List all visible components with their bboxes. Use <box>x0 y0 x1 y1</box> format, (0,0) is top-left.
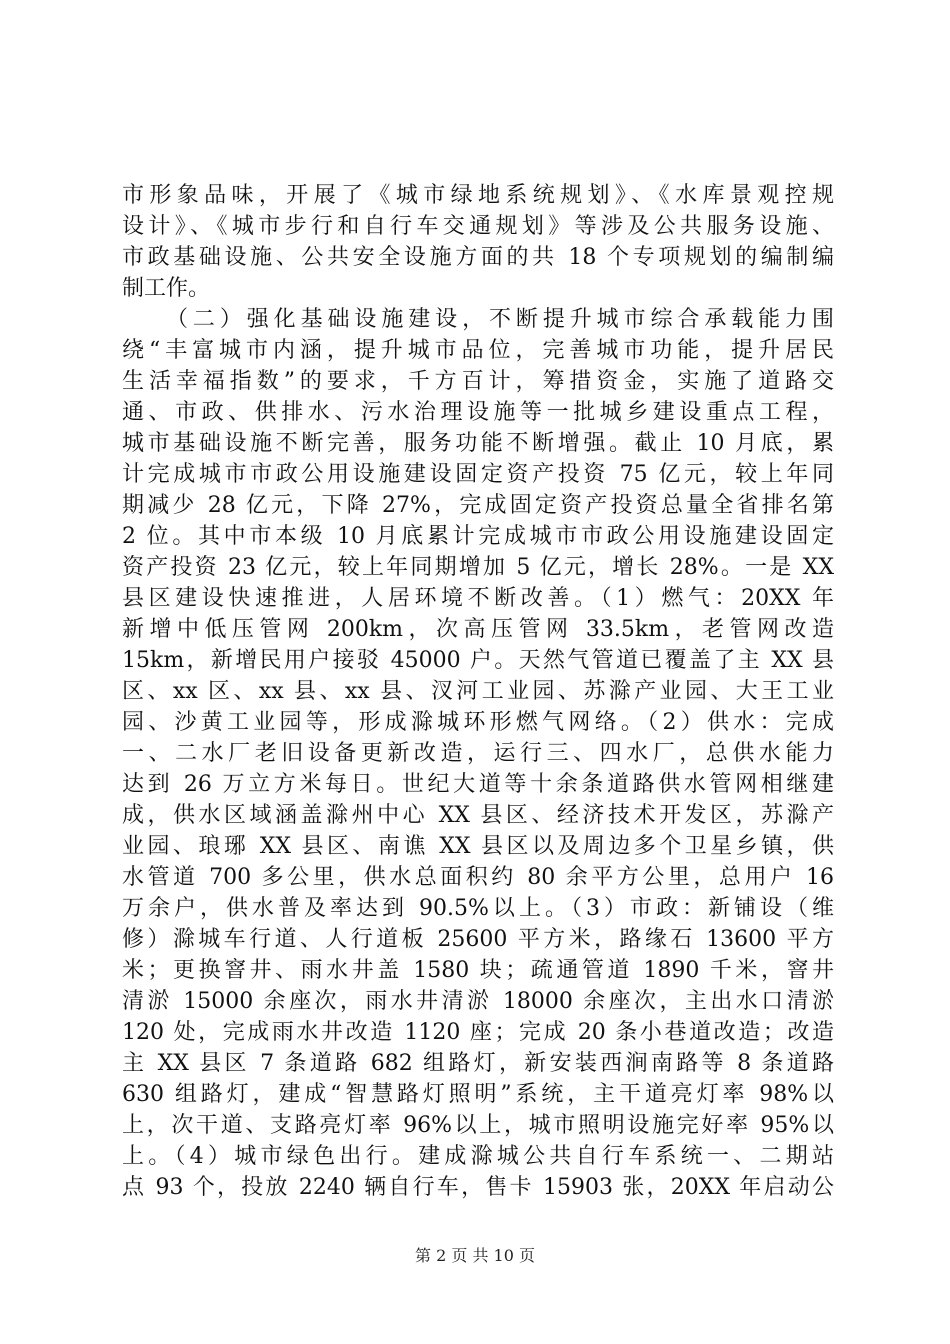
text-line: 区、xx 区、xx 县、xx 县、汊河工业园、苏滁产业园、大王工业 <box>122 679 834 704</box>
text-line: 上，次干道、支路亮灯率 96%以上，城市照明设施完好率 95%以 <box>122 1113 834 1138</box>
text-line: 上。（4）城市绿色出行。建成滁城公共自行车系统一、二期站 <box>122 1144 834 1169</box>
text-line: 新增中低压管网 200km，次高压管网 33.5km，老管网改造 <box>122 617 834 642</box>
document-body <box>122 180 834 1203</box>
text-line: 园、沙黄工业园等，形成滁城环形燃气网络。（2）供水：完成 <box>122 710 834 735</box>
text-line: 成，供水区域涵盖滁州中心 XX 县区、经济技术开发区，苏滁产 <box>122 803 834 828</box>
text-line: 630 组路灯，建成“智慧路灯照明”系统，主干道亮灯率 98%以 <box>122 1082 834 1107</box>
text-line: 修）滁城车行道、人行道板 25600 平方米，路缘石 13600 平方 <box>122 927 834 952</box>
text-line: 达到 26 万立方米每日。世纪大道等十余条道路供水管网相继建 <box>122 772 834 797</box>
text-line: 点 93 个，投放 2240 辆自行车，售卡 15903 张，20XX 年启动公 <box>122 1175 834 1200</box>
text-line: 县区建设快速推进，人居环境不断改善。（1）燃气：20XX 年 <box>122 586 834 611</box>
text-line: 主 XX 县区 7 条道路 682 组路灯，新安装西涧南路等 8 条道路 <box>122 1051 834 1076</box>
text-line: 生活幸福指数”的要求，千方百计，筹措资金，实施了道路交 <box>122 369 834 394</box>
text-line: 市形象品味，开展了《城市绿地系统规划》、《水库景观控规 <box>122 183 834 208</box>
text-line: 制工作。 <box>122 276 211 301</box>
text-line: 水管道 700 多公里，供水总面积约 80 余平方公里，总用户 16 <box>122 865 834 890</box>
text-line: 城市基础设施不断完善，服务功能不断增强。截止 10 月底，累 <box>122 431 834 456</box>
text-line: 15km，新增民用户接驳 45000 户。天然气管道已覆盖了主 XX 县 <box>122 648 834 673</box>
text-line: 一、二水厂老旧设备更新改造，运行三、四水厂，总供水能力 <box>122 741 834 766</box>
text-line: 业园、琅琊 XX 县区、南谯 XX 县区以及周边多个卫星乡镇，供 <box>122 834 834 859</box>
text-line: 2 位。其中市本级 10 月底累计完成城市市政公用设施建设固定 <box>122 524 834 549</box>
text-line: 清淤 15000 余座次，雨水井清淤 18000 余座次，主出水口清淤 <box>122 989 834 1014</box>
text-line: 万余户，供水普及率达到 90.5%以上。（3）市政：新铺设（维 <box>122 896 834 921</box>
text-line: 通、市政、供排水、污水治理设施等一批城乡建设重点工程， <box>122 400 834 425</box>
text-line: 120 处，完成雨水井改造 1120 座；完成 20 条小巷道改造；改造 <box>122 1020 834 1045</box>
text-line: 资产投资 23 亿元，较上年同期增加 5 亿元，增长 28%。一是 XX <box>122 555 834 580</box>
text-line: 绕“丰富城市内涵，提升城市品位，完善城市功能，提升居民 <box>122 338 834 363</box>
section-heading-line: （二）强化基础设施建设，不断提升城市综合承载能力围 <box>166 307 834 332</box>
page-number-footer: 第 2 页 共 10 页 <box>415 1246 535 1265</box>
text-line: 期减少 28 亿元，下降 27%，完成固定资产投资总量全省排名第 <box>122 493 834 518</box>
text-line: 设计》、《城市步行和自行车交通规划》等涉及公共服务设施、 <box>122 214 834 239</box>
text-line: 计完成城市市政公用设施建设固定资产投资 75 亿元，较上年同 <box>122 462 834 487</box>
text-line: 市政基础设施、公共安全设施方面的共 18 个专项规划的编制编 <box>122 245 834 270</box>
text-line: 米；更换窨井、雨水井盖 1580 块；疏通管道 1890 千米，窨井 <box>122 958 834 983</box>
